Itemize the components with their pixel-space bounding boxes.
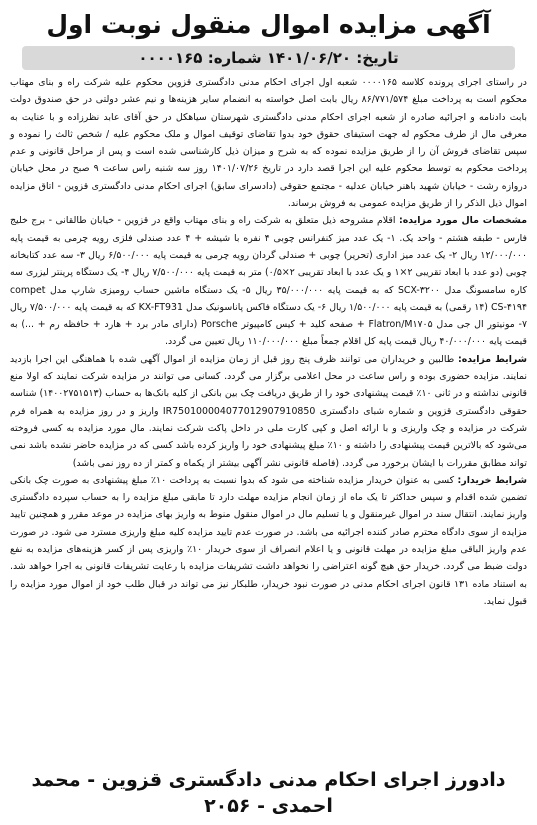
specs-paragraph <box>10 212 527 350</box>
buyer-paragraph <box>10 472 527 610</box>
terms-text: طالبین و خریداران می توانند ظرف پنج روز قبل از زمان مزایده از اموال آگهی شده با هماهنگی این اجرا بازدید نمایند. مزایده حضوری بوده و راس ساعت در محل اعلامی برگزار می گردد. کسانی می توانند در مزایده شرکت نمایند که اولا منع قانونی نداشته و در ثانی ۱۰٪ قیمت پیشنهادی خود را از طریق دریافت چک بین بانکی از کلیه بانک‌ها به حساب (۱۴۰۰۲۷۵۱۵۱۳) شناسه حقوقی دادگستری قزوین و شماره شبای دادگستری IR750100004077012907910850 واریز و در روز مزایده به همراه فرم شرکت در مزایده و چک واریزی و با ارائه اصل و کپی کارت ملی در داخل پاکت شرکت نمایند. مال مورد مزایده به کسی فروخته می‌شود که بالاترین قیمت پیشنهادی را داشته و ۱۰٪ مبلغ پیشنهادی خود را واریز کرده باشد کسی که در مزایده حاضر نشده باشد نمی تواند مطابق مقررات با ایشان برخورد می گردد. (فاصله قانونی نشر آگهی بیشتر از یکماه و کمتر از ده روز نمی باشد) <box>10 353 528 469</box>
buyer-label: شرایط خریدار: <box>457 474 527 486</box>
specs-label: مشخصات مال مورد مزایده: <box>398 215 527 227</box>
terms-paragraph <box>10 351 527 472</box>
specs-text: اقلام مشروحه ذیل متعلق به شرکت راه و بنای مهتاب واقع در قزوین - خیابان طالقانی - برج خلیج فارس - طبقه هشتم - واحد یک. ۱- یک عدد میز کنفرانس چوبی ۴ نفره با شیشه + ۴ عدد صندلی فلزی رویه چرمی به قیمت پایه ۱۲/۰۰۰/۰۰۰ ریال ۲- یک عدد میز اداری (تحریر) چوبی + صندلی گردان رویه چرمی به قیمت پایه ۶/۵۰۰/۰۰۰ ریال ۳- سه عدد کتابخانه چوبی (دو عدد با ابعاد تقریبی ۲×۱ و یک عدد با ابعاد تقریبی ۲×۰/۵) متر به قیمت پایه ۷/۵۰۰/۰۰۰ ریال ۴- یک دستگاه پرینتر لیزری سه کاره سامسونگ مدل SCX-۳۲۰۰ که به قیمت پایه ۳۵/۰۰۰/۰۰۰ ریال ۵- یک دستگاه ماشین حساب رومیزی شارپ مدل compet CS-۴۱۹۴ (۱۴ رقمی) به قیمت پایه ۱/۵۰۰/۰۰۰ ریال ۶- یک دستگاه فاکس پاناسونیک مدل KX-FT931 که به قیمت پایه ۷/۵۰۰/۰۰۰ ریال ۷- مونیتور ال جی مدل Flatron/M۱۷۰۵ + صفحه کلید + کیس کامپیوتر Porsche (دارای مادر برد + هارد + حافظه رم + ...) به قیمت پایه ۴۰/۰۰۰/۰۰۰ ریال قیمت پایه کل اقلام جمعاً مبلغ ۱۱۰/۰۰۰/۰۰۰ ریال تعیین می گردد. <box>10 215 528 348</box>
notice-body <box>10 74 527 610</box>
intro-paragraph: در راستای اجرای پرونده کلاسه ۰۰۰۰۱۶۵ شعبه اول اجرای احکام مدنی دادگستری قزوین محکوم علیه شرکت راه و بنای مهتاب محکوم است به پرداخت مبلغ ۸۶/۷۷۱/۵۷۴ ریال بابت اصل خواسته به انضمام سایر هزینه‌ها و نیم عشر دولتی در حق صندوق دولت بابت دادنامه و اجرائیه صادره از شعبه اجرای احکام مدنی دادگستری شهرستان سیاهکل در حق آقای عابد نظرزاده و با عنایت به معرفی مال از طرف محکوم له جهت استیفای حقوق خود بدوا تقاضای توقیف اموال و ملک محکوم علیه / شخص ثالث را نموده و سپس تقاضای فروش آن را از طریق مزایده نموده که به شرح و میزان ذیل کارشناسی شده است و پس از مراحل قانونی و عدم پرداخت محکوم به توسط محکوم علیه این اجرا قصد دارد در تاریخ ۱۴۰۱/۰۷/۲۶ روز سه شنبه راس ساعت ۹ صبح در محل خیابان دروازه رشت - خیابان شهید باهنر خیابان عدلیه - مجتمع حقوقی (دادسرای سابق) اجرای احکام مدنی دادگستری قزوین - اتاق مزایده اموال ذیل الذکر را از طریق مزایده عمومی به فروش برساند. <box>10 77 527 210</box>
buyer-text: کسی به عنوان خریدار مزایده شناخته می شود که بدوا نسبت به پرداخت ۱۰٪ مبلغ پیشنهادی به صورت چک بانکی تضمین شده اقدام و سپس حداکثر تا یک ماه از زمان انجام مزایده مهلت دارد تا مابقی مبلغ مزایده را به حساب سپرده دادگستری واریز نمایند. انتقال سند در اموال غیرمنقول و یا تسلیم مال در اموال منقول منوط به واریز بهای مزایده در موعد مقرر و همچنین تایید مزایده از سوی دادگاه محترم صادر کننده اجرائیه می باشد. در صورت عدم تایید مزایده کلیه مبلغ واریزی مسترد می شود. در صورت عدم واریز الباقی مبلغ مزایده در مهلت قانونی و یا اعلام انصراف از سوی خریدار ۱۰٪ واریزی پس از کسر هزینه‌های مزایده به نفع دولت ضبط می گردد. خریدار حق هیچ گونه اعتراضی را نخواهد داشت تشریفات مزایده با رعایت تشریفات قانونی به اجرا خواهد شد. به استناد ماده ۱۳۱ قانون اجرای احکام مدنی در صورت نبود خریدار، طلبکار نیز می تواند در قبال طلب خود از اموال مورد مزایده را قبول نماید. <box>10 474 527 607</box>
notice-signature: دادورز اجرای احکام مدنی دادگستری قزوین - محمد احمدی - ۲۰۵۶ <box>31 769 506 817</box>
notice-title: آگهی مزایده اموال منقول نوبت اول <box>46 10 491 39</box>
date-number-bar: تاریخ: ۱۴۰۱/۰۶/۲۰ شماره: ۰۰۰۰۱۶۵ <box>22 46 515 70</box>
terms-label: شرایط مزایده: <box>457 353 527 365</box>
